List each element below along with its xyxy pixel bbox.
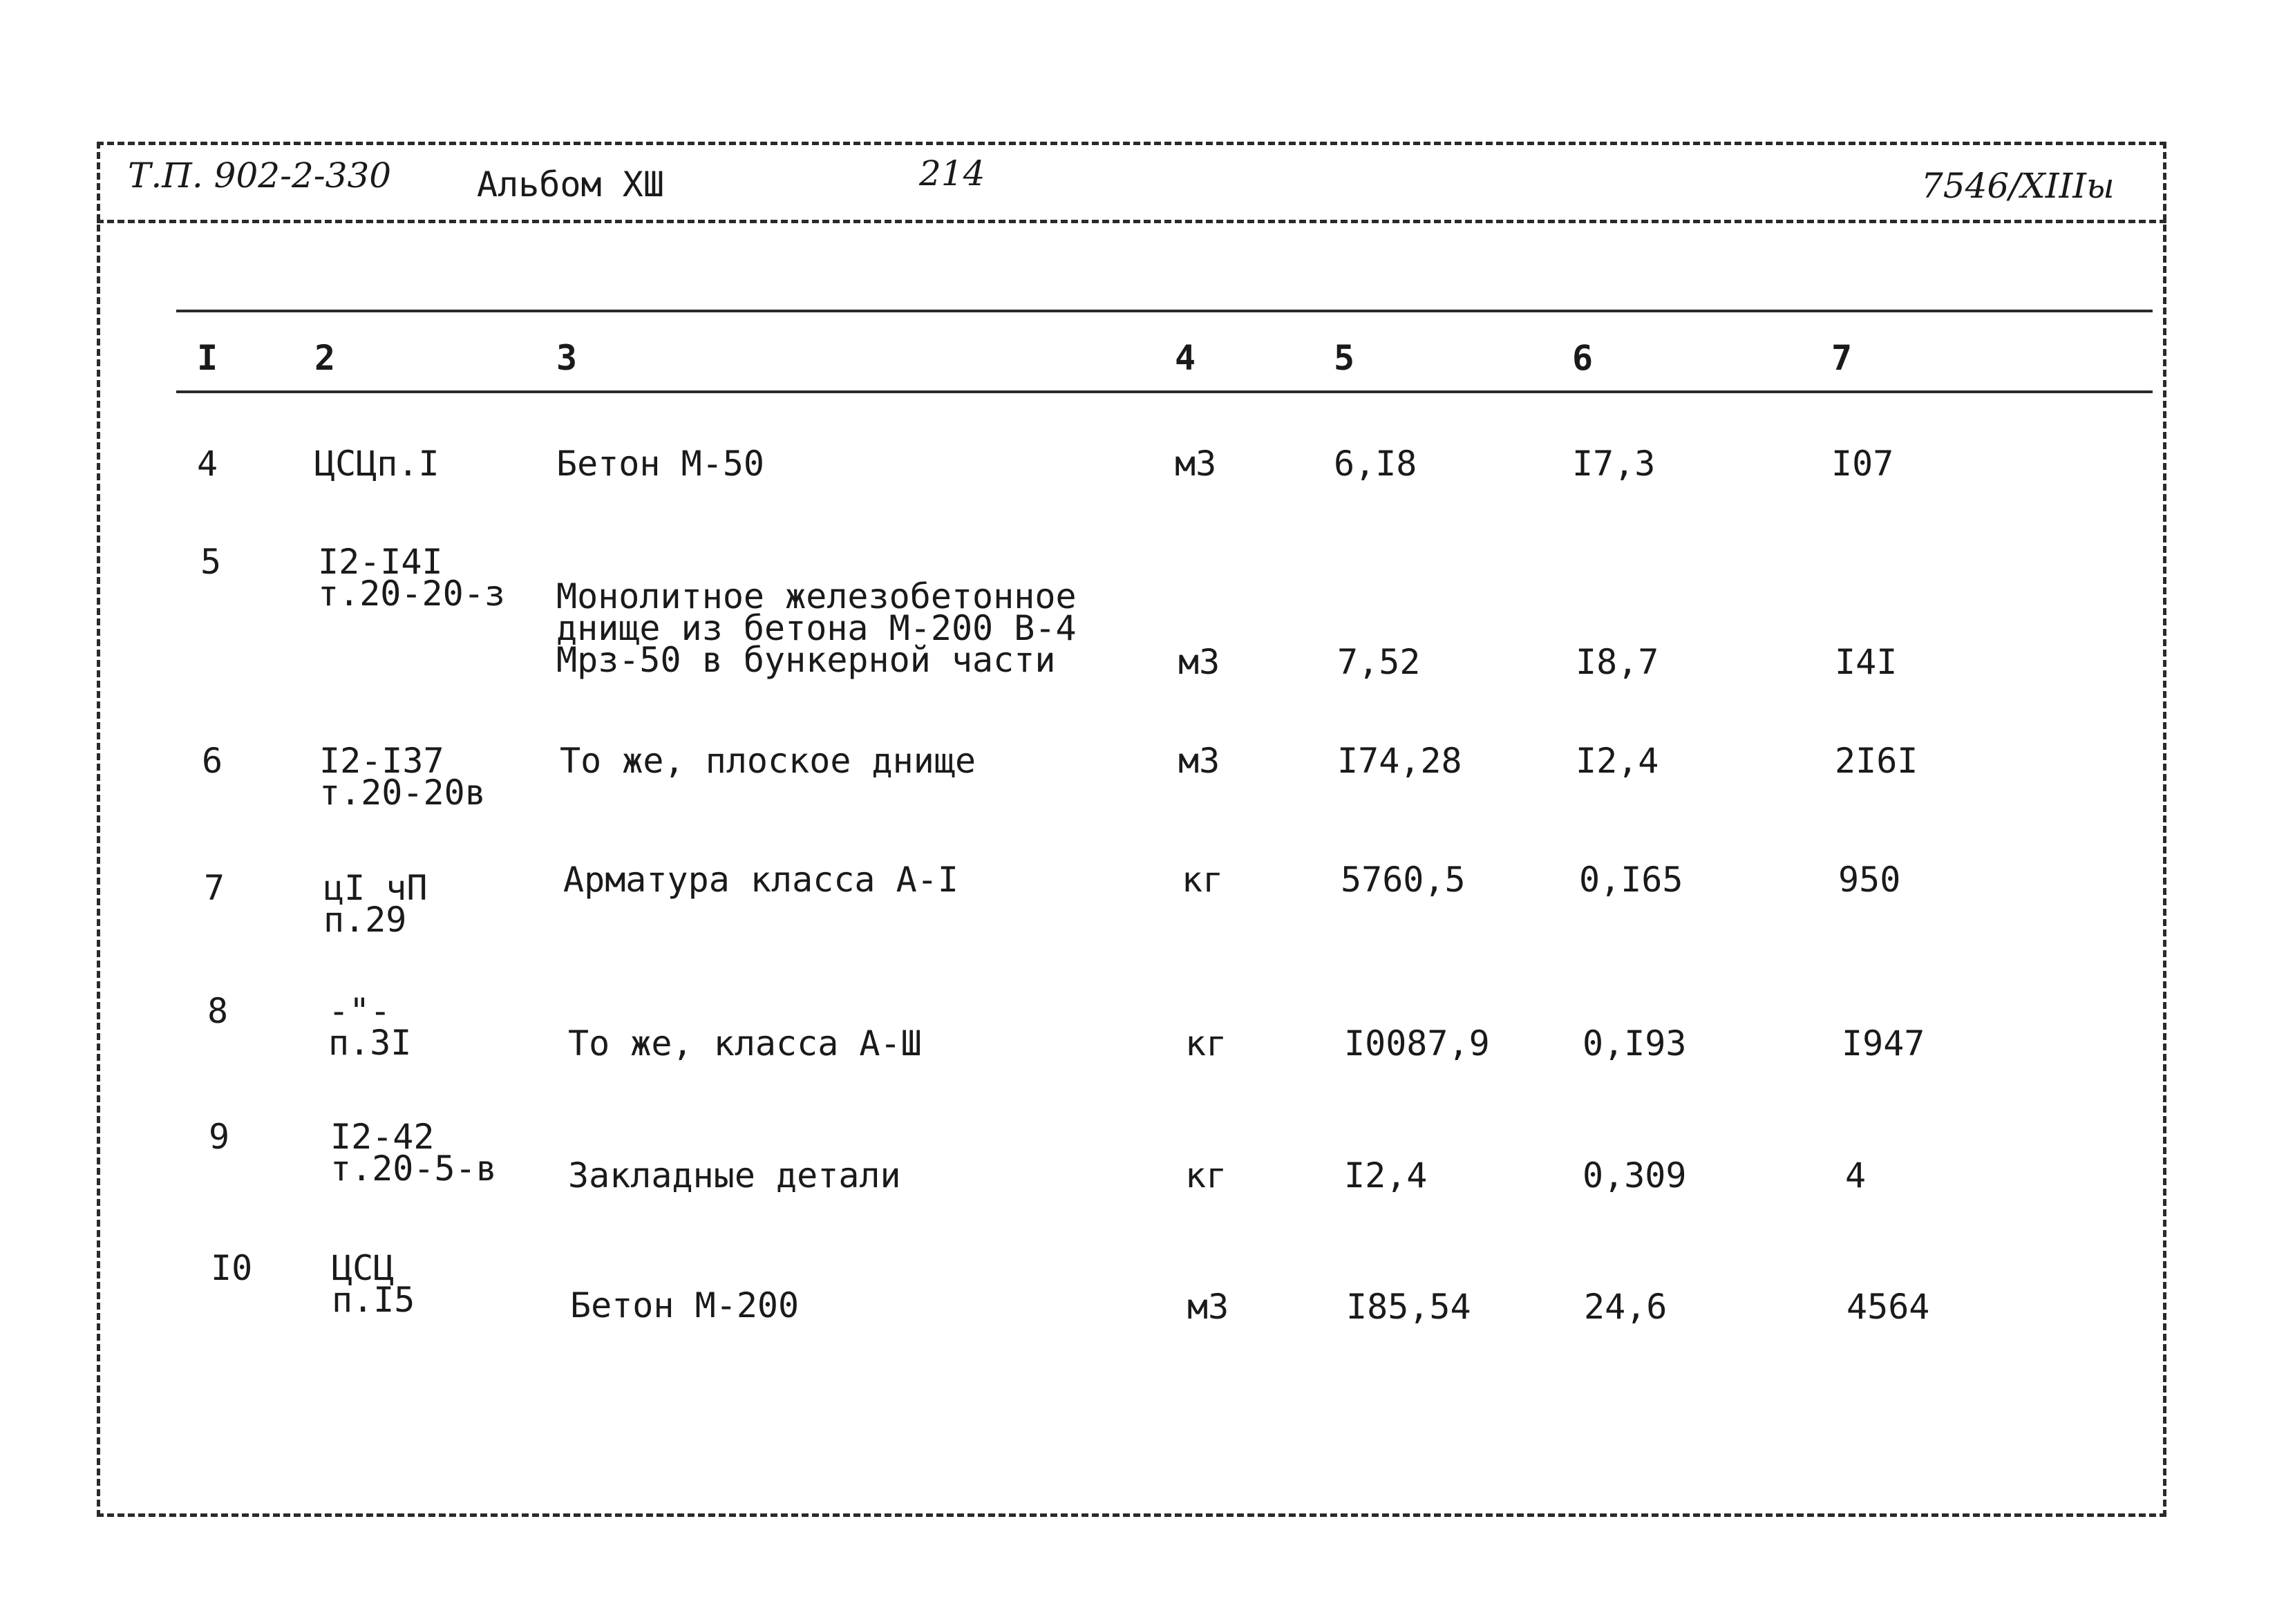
row-description: То же, плоское днище <box>560 741 976 781</box>
row-unit: кг <box>1185 1155 1227 1196</box>
row-reference: ЦСЦп.I <box>314 444 440 484</box>
row-total: 2I6I <box>1835 741 1918 781</box>
row-quantity: 7,52 <box>1337 642 1421 682</box>
col-header-5: 5 <box>1334 338 1355 378</box>
row-quantity: 5760,5 <box>1341 860 1466 900</box>
row-total: I947 <box>1842 1023 1925 1064</box>
col-header-3: 3 <box>556 338 578 378</box>
row-unit-price: 0,309 <box>1583 1155 1687 1196</box>
row-unit: м3 <box>1178 741 1220 781</box>
row-total: I4I <box>1835 642 1898 682</box>
row-description: То же, класса А-Ш <box>568 1023 922 1064</box>
page-number: 214 <box>919 153 985 193</box>
row-reference: ЦСЦ п.I5 <box>332 1248 415 1320</box>
row-number: 4 <box>197 444 218 484</box>
album-title: Альбом XШ <box>477 164 664 205</box>
row-quantity: 6,I8 <box>1334 444 1417 484</box>
row-unit-price: I2,4 <box>1576 741 1659 781</box>
row-unit-price: 24,6 <box>1584 1287 1668 1327</box>
col-header-1: I <box>197 338 218 378</box>
row-quantity: I85,54 <box>1346 1287 1471 1327</box>
row-description: Бетон М-200 <box>570 1285 800 1325</box>
row-number: 6 <box>202 741 223 781</box>
row-unit: кг <box>1185 1023 1227 1064</box>
row-description: Бетон М-50 <box>556 444 765 484</box>
row-description: Монолитное железобетонное днище из бетона М-200 В-4 Мрз-50 в бункерной части <box>556 576 1077 680</box>
row-unit: м3 <box>1178 642 1220 682</box>
col-header-4: 4 <box>1175 338 1196 378</box>
table-header-rule <box>176 390 2153 393</box>
row-quantity: I2,4 <box>1344 1155 1428 1196</box>
row-reference: I2-I4I т.20-20-з <box>318 542 505 614</box>
row-unit-price: 0,I65 <box>1579 860 1683 900</box>
row-unit-price: I8,7 <box>1576 642 1659 682</box>
row-total: 4 <box>1845 1155 1867 1196</box>
row-unit: м3 <box>1187 1287 1229 1327</box>
header-divider <box>97 220 2166 223</box>
row-unit: м3 <box>1175 444 1217 484</box>
row-unit-price: I7,3 <box>1572 444 1656 484</box>
row-quantity: I74,28 <box>1337 741 1462 781</box>
row-description: Закладные детали <box>568 1155 901 1196</box>
row-total: 4564 <box>1846 1287 1930 1327</box>
row-total: I07 <box>1831 444 1894 484</box>
row-number: 5 <box>200 542 222 582</box>
col-header-7: 7 <box>1831 338 1853 378</box>
row-reference: I2-42 т.20-5-в <box>330 1117 497 1189</box>
row-unit-price: 0,I93 <box>1583 1023 1687 1064</box>
row-number: 7 <box>204 868 225 908</box>
row-reference: -"- п.3I <box>328 991 412 1063</box>
row-reference: цI чП п.29 <box>323 868 428 940</box>
table-top-rule <box>176 310 2153 312</box>
row-reference: I2-I37 т.20-20в <box>319 741 486 813</box>
doc-code: Т.П. 902-2-330 <box>128 155 392 196</box>
row-number: 9 <box>209 1117 230 1157</box>
row-unit: кг <box>1182 860 1224 900</box>
row-number: 8 <box>207 991 229 1031</box>
row-total: 950 <box>1838 860 1901 900</box>
row-description: Арматура класса А-I <box>563 860 958 900</box>
row-number: I0 <box>211 1248 253 1288</box>
col-header-6: 6 <box>1572 338 1594 378</box>
col-header-2: 2 <box>314 338 336 378</box>
row-quantity: I0087,9 <box>1344 1023 1490 1064</box>
sheet-code: 7546/XIIIы <box>1921 166 2115 206</box>
